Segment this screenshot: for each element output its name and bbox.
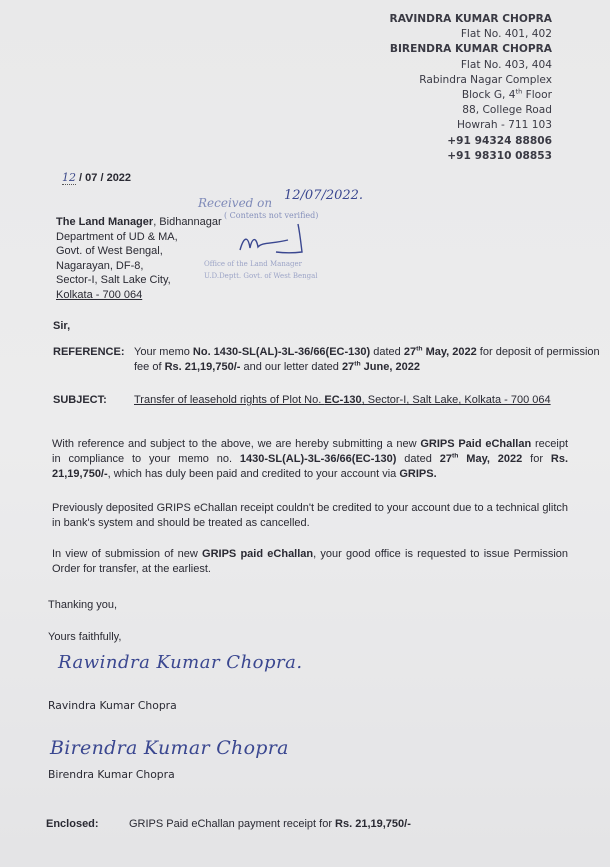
- subject-text: Transfer of leasehold rights of Plot No. EC-130, Sector-I, Salt Lake, Kolkata - 700 064: [134, 394, 551, 406]
- signatory-name-1: Ravindra Kumar Chopra: [48, 699, 177, 712]
- subject-label: SUBJECT:: [53, 394, 107, 406]
- addressee-line-2: Department of UD & MA,: [56, 230, 178, 243]
- sender-city: Howrah - 711 103: [456, 119, 552, 132]
- addressee-line-3: Govt. of West Bengal,: [56, 245, 163, 257]
- addressee-line-4: Nagarayan, DF-8,: [56, 259, 144, 272]
- paragraph-submission: With reference and subject to the above, we are hereby submitting a new GRIPS Paid eChallan receipt in compliance to your memo no. 1430-SL(AL)-3L-36/66(EC-130) dated 27th May, 2022 for Rs. 21,19,750/-, which has duly been paid and credited to your account via GRIPS.: [52, 438, 569, 480]
- sender-flat-2: Flat No. 403, 404: [460, 58, 552, 71]
- addressee-title: The Land Manager, Bidhannagar: [56, 216, 222, 228]
- reference-text: Your memo No. 1430-SL(AL)-3L-36/66(EC-130) dated 27th May, 2022 for deposit of permission fee of Rs. 21,19,750/- and our letter dated 27th June, 2022: [134, 345, 600, 373]
- sender-phone-2: +91 98310 08853: [447, 149, 552, 162]
- sender-block: Block G, 4th Floor: [461, 87, 552, 102]
- sender-name-1: RAVINDRA KUMAR CHOPRA: [389, 13, 552, 25]
- stamp-office-line-2: U.D.Deptt. Govt. of West Bengal: [204, 272, 318, 280]
- stamp-contents-note: ( Contents not verified): [224, 211, 319, 220]
- sender-road: 88, College Road: [462, 104, 552, 117]
- enclosure-label: Enclosed:: [46, 818, 99, 830]
- enclosure-text: GRIPS Paid eChallan payment receipt for Rs. 21,19,750/-: [129, 818, 411, 830]
- paragraph-request: In view of submission of new GRIPS paid eChallan, your good office is requested to issue Permission Order for transfer, at the earliest.: [52, 548, 568, 575]
- addressee-line-6: Kolkata - 700 064: [56, 288, 143, 301]
- paragraph-previous-receipt: Previously deposited GRIPS eChallan receipt couldn't be credited to your account due to a technical glitch in bank's system and should be treated as cancelled.: [52, 502, 568, 529]
- received-stamp: [198, 188, 364, 280]
- enclosure-line: [46, 818, 411, 830]
- signatory-name-2: Birendra Kumar Chopra: [48, 768, 175, 781]
- letter-date: [62, 171, 131, 184]
- reference-label: REFERENCE:: [53, 346, 125, 358]
- thanking-line: Thanking you,: [48, 599, 118, 611]
- signature-birendra: Birendra Kumar Chopra: [50, 737, 289, 759]
- stamp-received-label: Received on: [198, 196, 273, 210]
- addressee-line-5: Sector-I, Salt Lake City,: [56, 274, 171, 286]
- stamp-received-date: 12/07/2022.: [284, 188, 364, 203]
- date-month-year: / 07 / 2022: [76, 172, 132, 184]
- stamp-initials-scribble: [228, 220, 318, 256]
- sender-name-2: BIRENDRA KUMAR CHOPRA: [389, 43, 552, 56]
- sender-flat-1: Flat No. 401, 402: [460, 28, 552, 41]
- salutation: Sir,: [53, 320, 71, 332]
- date-day-handwritten: 12: [62, 171, 76, 184]
- sender-complex: Rabindra Nagar Complex: [419, 73, 552, 86]
- sender-phone-1: +91 94324 88806: [447, 134, 552, 147]
- stamp-office-line-1: Office of the Land Manager: [204, 260, 302, 268]
- addressee-block: [56, 215, 222, 302]
- sender-address-block: [390, 12, 552, 164]
- signature-ravindra: Rawindra Kumar Chopra.: [58, 652, 303, 673]
- closing-line: Yours faithfully,: [48, 631, 122, 643]
